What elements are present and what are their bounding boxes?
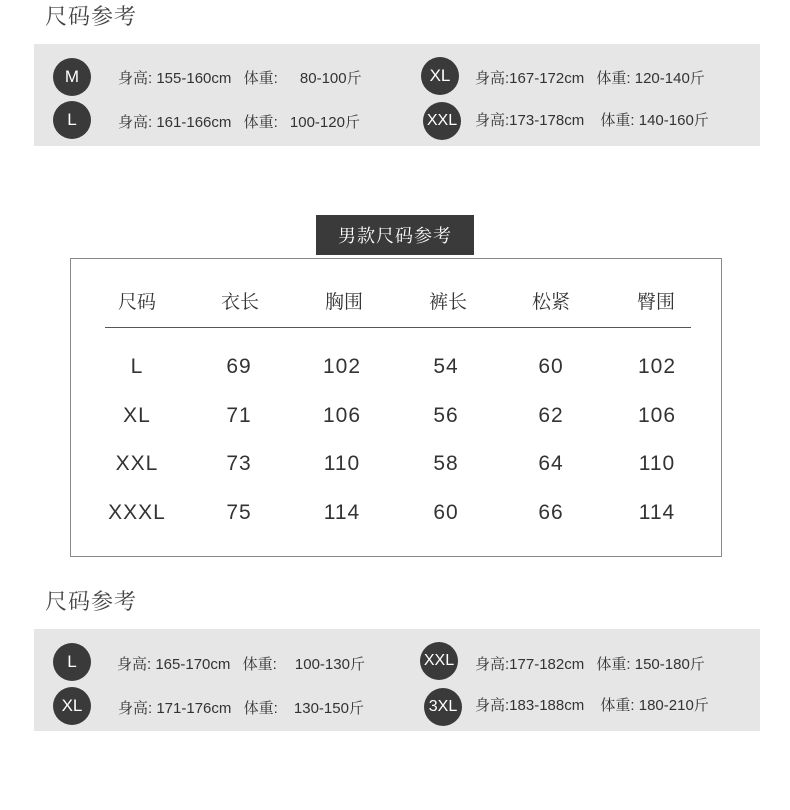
weight-text: 180-210斤	[638, 697, 709, 714]
height-text: 身高:173-178cm	[475, 112, 585, 129]
size-table-title: 男款尺码参考	[316, 215, 474, 255]
weight-label: 体重:	[243, 114, 278, 131]
weight-text: 80-100斤	[299, 70, 362, 87]
size-badge: L	[53, 101, 91, 139]
table-header-cell: 尺码	[117, 291, 156, 313]
size-badge: XL	[53, 687, 91, 725]
size-info	[475, 653, 705, 674]
table-cell: 73	[226, 452, 252, 475]
table-header-cell: 裤长	[428, 291, 467, 313]
weight-label: 体重:	[600, 112, 635, 129]
weight-text: 140-160斤	[638, 112, 709, 129]
weight-text: 100-120斤	[289, 114, 360, 131]
table-cell: 114	[323, 501, 361, 524]
size-info	[475, 109, 709, 130]
size-badge: L	[53, 643, 91, 681]
height-text: 身高: 165-170cm	[117, 656, 231, 673]
size-badge: M	[53, 58, 91, 96]
table-cell: L	[130, 355, 144, 378]
size-info	[117, 653, 365, 674]
size-info	[118, 67, 362, 88]
table-cell: 64	[538, 452, 564, 475]
height-text: 身高:183-188cm	[475, 697, 585, 714]
weight-text: 100-130斤	[294, 656, 365, 673]
weight-label: 体重:	[242, 656, 277, 673]
table-header-cell: 胸围	[324, 291, 363, 313]
weight-text: 120-140斤	[634, 70, 705, 87]
height-text: 身高:177-182cm	[475, 656, 585, 673]
size-badge: XXL	[423, 102, 461, 140]
top-size-reference-panel	[34, 44, 760, 146]
table-cell: 106	[637, 404, 677, 427]
top-section-title: 尺码参考	[45, 5, 138, 30]
bottom-size-reference-panel	[34, 629, 760, 731]
table-cell: 71	[226, 404, 252, 427]
bottom-section-title: 尺码参考	[45, 590, 138, 615]
height-text: 身高: 171-176cm	[118, 700, 232, 717]
weight-text: 150-180斤	[634, 656, 705, 673]
table-cell: 75	[226, 501, 252, 524]
table-cell: XXXL	[108, 501, 166, 524]
height-text: 身高: 155-160cm	[118, 70, 232, 87]
table-cell: 110	[323, 452, 361, 475]
weight-text: 130-150斤	[293, 700, 364, 717]
size-badge: XXL	[420, 642, 458, 680]
table-cell: 60	[433, 501, 459, 524]
table-cell: 66	[538, 501, 564, 524]
weight-label: 体重:	[243, 700, 278, 717]
table-cell: XL	[123, 404, 151, 427]
weight-label: 体重:	[596, 70, 631, 87]
table-cell: 58	[433, 452, 459, 475]
size-info	[475, 67, 705, 88]
table-cell: 110	[638, 452, 676, 475]
table-cell: 102	[637, 355, 677, 378]
size-info	[475, 694, 709, 715]
size-badge: XL	[421, 57, 459, 95]
table-header-divider	[105, 327, 691, 328]
height-text: 身高: 161-166cm	[118, 114, 232, 131]
weight-label: 体重:	[600, 697, 635, 714]
table-cell: 106	[322, 404, 362, 427]
table-cell: 56	[433, 404, 459, 427]
table-header-cell: 衣长	[220, 291, 259, 313]
table-header-cell: 松紧	[531, 291, 570, 313]
table-cell: 62	[538, 404, 564, 427]
table-cell: 102	[322, 355, 362, 378]
table-cell: 54	[433, 355, 459, 378]
table-cell: 69	[226, 355, 252, 378]
table-header-cell: 臀围	[636, 291, 675, 313]
size-badge: 3XL	[424, 688, 462, 726]
table-cell: 114	[638, 501, 676, 524]
weight-label: 体重:	[596, 656, 631, 673]
size-info	[118, 111, 360, 132]
size-info	[118, 697, 364, 718]
table-cell: 60	[538, 355, 564, 378]
height-text: 身高:167-172cm	[475, 70, 585, 87]
weight-label: 体重:	[243, 70, 278, 87]
table-cell: XXL	[115, 452, 159, 475]
